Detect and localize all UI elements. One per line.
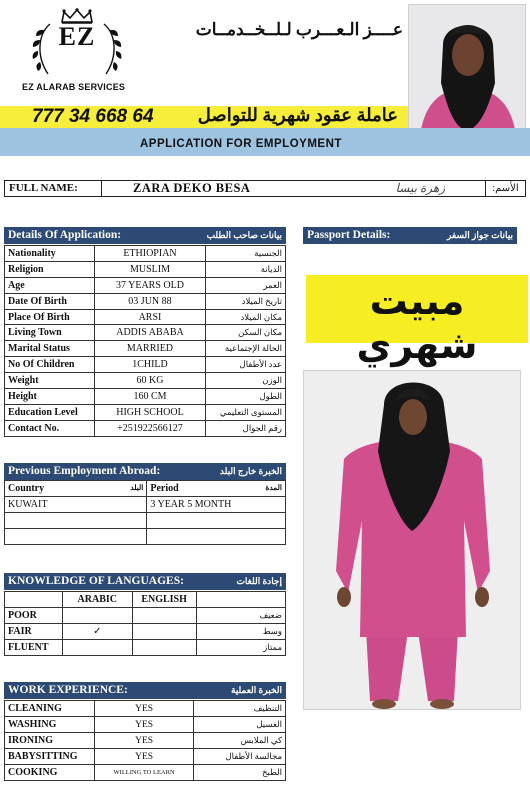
empty-cell	[5, 592, 63, 608]
passport-heading-text: Passport Details:	[307, 229, 391, 241]
passport-heading	[303, 227, 517, 244]
table-row	[5, 624, 286, 640]
monthly-stay-stamp: مبيت شهري	[356, 279, 478, 367]
skill-label-ar: مجالسة الأطفال	[194, 749, 286, 765]
full-body-photo	[303, 370, 521, 710]
table-header-row	[5, 592, 286, 608]
field-value: 160 CM	[94, 389, 205, 405]
company-name-ar: عــــز الـعـــرب لـلــخــدمــات	[195, 20, 403, 39]
table-row	[5, 608, 286, 624]
field-label: Height	[5, 389, 95, 405]
english-mark	[132, 640, 196, 656]
details-row	[5, 389, 286, 405]
field-label: Marital Status	[5, 341, 95, 357]
languages-heading	[4, 573, 286, 590]
table-row	[5, 749, 286, 765]
company-name-en: EZ ALARAB SERVICES	[22, 82, 126, 92]
skill-label: COOKING	[5, 765, 95, 781]
table-row	[5, 717, 286, 733]
skill-label-ar: كي الملابس	[194, 733, 286, 749]
col-country-label: Country	[8, 483, 45, 494]
field-label-ar: رقم الجوال	[206, 420, 286, 436]
field-label-ar: مكان السكن	[206, 325, 286, 341]
level-label-ar: وسط	[196, 624, 285, 640]
details-row	[5, 325, 286, 341]
skill-label-ar: التنظيف	[194, 701, 286, 717]
col-period-header	[147, 481, 286, 497]
languages-table	[4, 591, 286, 656]
field-value: ADDIS ABABA	[94, 325, 205, 341]
col-period-label: Period	[150, 483, 179, 494]
field-label: Education Level	[5, 404, 95, 420]
skill-label-ar: الطبخ	[194, 765, 286, 781]
field-label-ar: المستوى التعليمي	[206, 404, 286, 420]
skill-value: YES	[94, 733, 194, 749]
table-row	[5, 701, 286, 717]
details-row	[5, 309, 286, 325]
field-label: Date Of Birth	[5, 293, 95, 309]
table-row	[5, 765, 286, 781]
field-label-ar: العمر	[206, 277, 286, 293]
skill-value: YES	[94, 749, 194, 765]
field-label-ar: الطول	[206, 389, 286, 405]
field-value: 03 JUN 88	[94, 293, 205, 309]
col-country-header	[5, 481, 147, 497]
details-table	[4, 245, 286, 437]
details-heading-text: Details Of Application:	[8, 229, 122, 241]
field-value: +251922566127	[94, 420, 205, 436]
contact-phone: 777 34 668 64	[32, 106, 154, 127]
english-mark	[132, 624, 196, 640]
field-value: HIGH SCHOOL	[94, 404, 205, 420]
band-arabic-text: عاملة عقود شهرية للتواصل	[197, 105, 398, 125]
work-experience-heading-ar: الخبرة العملية	[230, 685, 282, 695]
field-label-ar: الحالة الإجتماعية	[206, 341, 286, 357]
details-row	[5, 373, 286, 389]
field-label-ar: عدد الأطفال	[206, 357, 286, 373]
full-name-label-ar: الأسم:	[485, 181, 525, 196]
level-label: FLUENT	[5, 640, 63, 656]
full-name-value: ZARA DEKO BESA	[133, 181, 251, 195]
headshot-photo	[408, 4, 526, 146]
skill-label: IRONING	[5, 733, 95, 749]
field-label: Age	[5, 277, 95, 293]
period-cell: 3 YEAR 5 MONTH	[147, 497, 286, 513]
languages-heading-ar: إجادة اللغات	[236, 576, 282, 586]
field-label-ar: مكان الميلاد	[206, 309, 286, 325]
previous-employment-heading	[4, 463, 286, 480]
page-title: APPLICATION FOR EMPLOYMENT	[140, 138, 342, 150]
country-cell: KUWAIT	[5, 497, 147, 513]
table-row	[5, 529, 286, 545]
field-label-ar: الديانة	[206, 261, 286, 277]
field-value: ETHIOPIAN	[94, 246, 205, 262]
full-name-label: FULL NAME:	[5, 181, 102, 196]
details-row	[5, 261, 286, 277]
level-label: POOR	[5, 608, 63, 624]
details-row	[5, 420, 286, 436]
table-row	[5, 497, 286, 513]
field-label-ar: الجنسية	[206, 246, 286, 262]
level-label-ar: ممتاز	[196, 640, 285, 656]
field-value: ARSI	[94, 309, 205, 325]
field-label: Place Of Birth	[5, 309, 95, 325]
field-value: 37 YEARS OLD	[94, 277, 205, 293]
col-country-label-ar: البلد	[130, 483, 144, 492]
period-cell	[147, 513, 286, 529]
arabic-mark	[62, 608, 132, 624]
field-value: 1CHILD	[94, 357, 205, 373]
details-heading-ar: بيانات صاحب الطلب	[206, 230, 282, 240]
field-label: Nationality	[5, 246, 95, 262]
details-row	[5, 293, 286, 309]
details-row	[5, 277, 286, 293]
details-row	[5, 341, 286, 357]
field-label: Living Town	[5, 325, 95, 341]
previous-employment-table	[4, 480, 286, 545]
previous-employment-heading-text: Previous Employment Abroad:	[8, 465, 161, 477]
arabic-mark: ✓	[62, 624, 132, 640]
previous-employment-heading-ar: الخبرة خارج البلد	[219, 466, 282, 476]
empty-cell	[196, 592, 285, 608]
work-experience-heading	[4, 682, 286, 699]
country-cell	[5, 529, 147, 545]
period-cell	[147, 529, 286, 545]
details-row	[5, 246, 286, 262]
field-label: Contact No.	[5, 420, 95, 436]
skill-value: YES	[94, 701, 194, 717]
field-label-ar: تاريخ الميلاد	[206, 293, 286, 309]
field-label-ar: الوزن	[206, 373, 286, 389]
table-row	[5, 733, 286, 749]
field-value: MUSLIM	[94, 261, 205, 277]
skill-label: WASHING	[5, 717, 95, 733]
arabic-mark	[62, 640, 132, 656]
field-label: No Of Children	[5, 357, 95, 373]
skill-label: BABYSITTING	[5, 749, 95, 765]
english-mark	[132, 608, 196, 624]
details-row	[5, 357, 286, 373]
skill-value: WILLING TO LEARN	[94, 765, 194, 781]
table-header-row	[5, 481, 286, 497]
full-name-value-ar: زهرة بيسا	[395, 181, 445, 195]
field-label: Weight	[5, 373, 95, 389]
skill-label-ar: الغسيل	[194, 717, 286, 733]
details-heading	[4, 227, 286, 244]
level-label-ar: ضعيف	[196, 608, 285, 624]
skill-value: YES	[94, 717, 194, 733]
col-english-header: ENGLISH	[132, 592, 196, 608]
field-label: Religion	[5, 261, 95, 277]
skill-label: CLEANING	[5, 701, 95, 717]
laurel-right-icon	[100, 20, 122, 78]
country-cell	[5, 513, 147, 529]
level-label: FAIR	[5, 624, 63, 640]
work-experience-table	[4, 700, 286, 781]
field-value: 60 KG	[94, 373, 205, 389]
table-row	[5, 640, 286, 656]
details-row	[5, 404, 286, 420]
table-row	[5, 513, 286, 529]
languages-heading-text: KNOWLEDGE OF LANGUAGES:	[8, 575, 184, 587]
full-name-row	[4, 180, 526, 197]
logo-text: EZ	[58, 22, 96, 51]
passport-heading-ar: بيانات جواز السفر	[446, 230, 513, 240]
work-experience-heading-text: WORK EXPERIENCE:	[8, 684, 128, 696]
col-period-label-ar: المدة	[265, 483, 282, 492]
col-arabic-header: ARABIC	[62, 592, 132, 608]
field-value: MARRIED	[94, 341, 205, 357]
